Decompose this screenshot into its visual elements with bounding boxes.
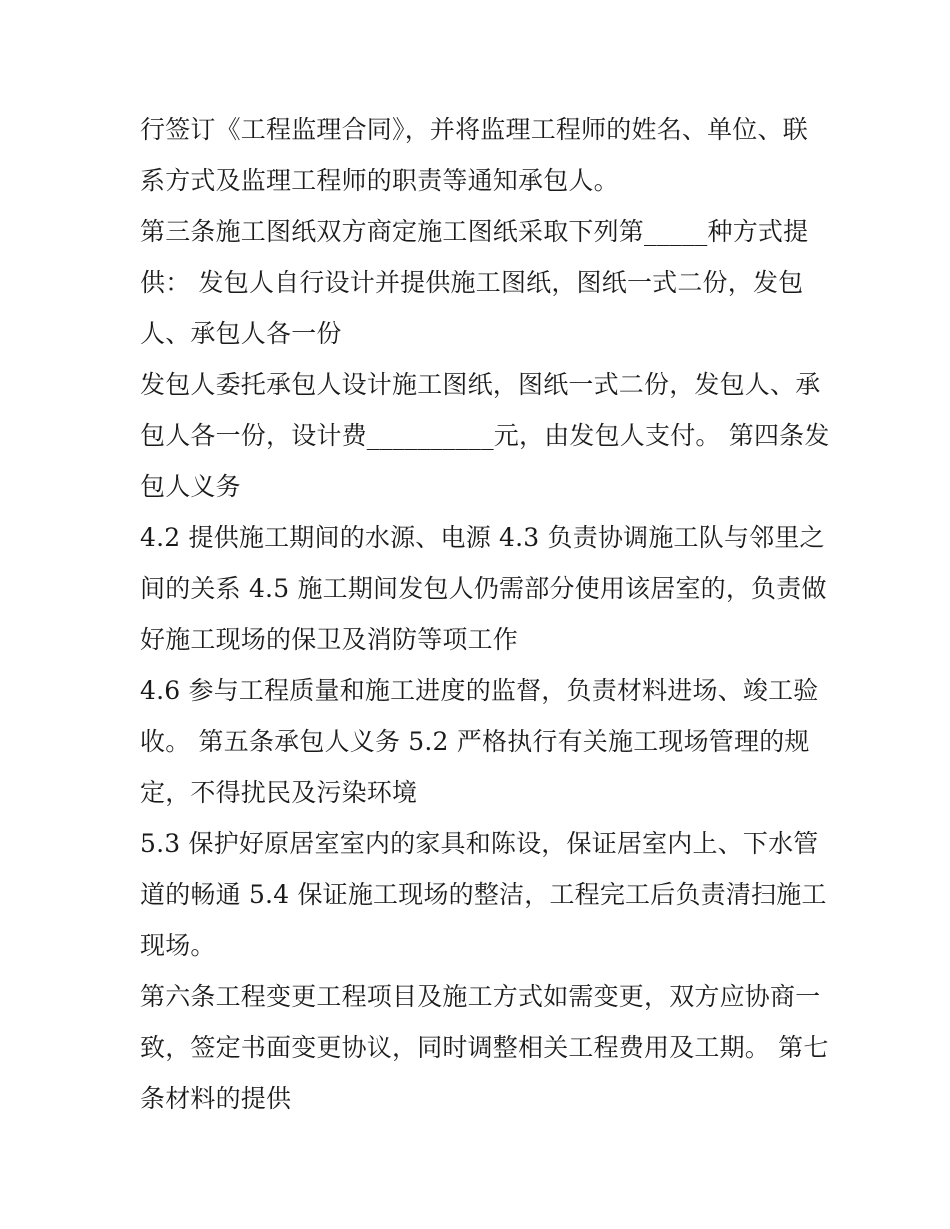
paragraph-article-6-changes: 第六条工程变更工程项目及施工方式如需变更，双方应协商一致，签定书面变更协议，同时调整相关工程费用及工期。 第七条材料的提供	[140, 982, 829, 1113]
paragraph-design-fee: 发包人委托承包人设计施工图纸，图纸一式二份，发包人、承包人各一份，设计费__________元，由发包人支付。 第四条发包人义务	[140, 370, 830, 501]
paragraph-contractor-obligations: 5.3 保护好原居室室内的家具和陈设，保证居室内上、下水管道的畅通 5.4 保证施工现场的整洁，工程完工后负责清扫施工现场。	[140, 829, 827, 960]
document-body	[140, 104, 830, 1124]
paragraph-supervision-acceptance: 4.6 参与工程质量和施工进度的监督，负责材料进场、竣工验收。 第五条承包人义务 5.2 严格执行有关施工现场管理的规定，不得扰民及污染环境	[140, 676, 819, 807]
paragraph-article-3-drawings: 第三条施工图纸双方商定施工图纸采取下列第_____种方式提供： 发包人自行设计并提供施工图纸，图纸一式二份，发包人、承包人各一份	[140, 217, 809, 348]
paragraph-employer-obligations: 4.2 提供施工期间的水源、电源 4.3 负责协调施工队与邻里之间的关系 4.5 施工期间发包人仍需部分使用该居室的，负责做好施工现场的保卫及消防等项工作	[140, 523, 827, 654]
paragraph-supervision-contract: 行签订《工程监理合同》，并将监理工程师的姓名、单位、联系方式及监理工程师的职责等通知承包人。	[140, 115, 808, 195]
